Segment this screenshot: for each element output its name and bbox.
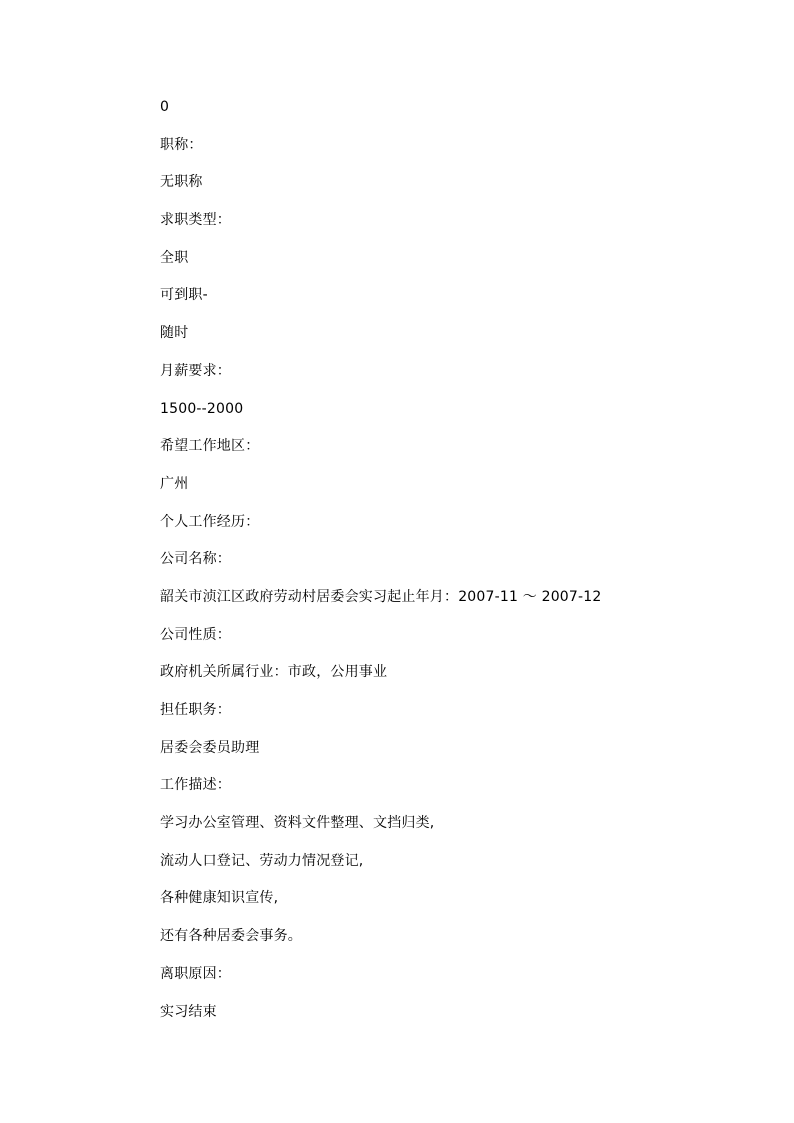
label-company-name: 公司名称： bbox=[160, 551, 231, 568]
text-line-value-0: 0 bbox=[160, 99, 170, 115]
value-available-start: 随时 bbox=[160, 325, 189, 342]
label-position: 担任职务： bbox=[160, 702, 231, 718]
value-job-description-1: 学习办公室管理、资料文件整理、文挡归类, bbox=[160, 815, 435, 832]
value-job-title: 无职称 bbox=[160, 174, 203, 191]
value-company-and-dates: 韶关市浈江区政府劳动村居委会实习起止年月：2007-11 ～ 2007-12 bbox=[160, 588, 602, 605]
value-position: 居委会委员助理 bbox=[160, 739, 260, 756]
value-preferred-location: 广州 bbox=[160, 475, 189, 492]
value-job-type: 全职 bbox=[160, 249, 189, 266]
heading-work-experience: 个人工作经历： bbox=[160, 513, 260, 530]
label-job-description: 工作描述： bbox=[160, 777, 231, 794]
value-job-description-3: 各种健康知识宣传, bbox=[160, 890, 279, 907]
label-job-type: 求职类型： bbox=[160, 212, 231, 229]
value-job-description-4: 还有各种居委会事务。 bbox=[160, 928, 302, 945]
value-monthly-salary: 1500--2000 bbox=[160, 400, 244, 417]
label-company-nature: 公司性质： bbox=[160, 626, 231, 643]
value-leaving-reason: 实习结束 bbox=[160, 1003, 217, 1020]
label-monthly-salary: 月薪要求： bbox=[160, 362, 231, 379]
resume-text-block bbox=[160, 98, 760, 1040]
label-job-title: 职称： bbox=[160, 136, 203, 153]
value-job-description-2: 流动人口登记、劳动力情况登记, bbox=[160, 852, 364, 869]
label-preferred-location: 希望工作地区： bbox=[160, 438, 260, 455]
value-company-nature-industry: 政府机关所属行业：市政，公用事业 bbox=[160, 664, 388, 681]
label-available-start: 可到职- bbox=[160, 287, 208, 304]
label-leaving-reason: 离职原因： bbox=[160, 965, 231, 982]
